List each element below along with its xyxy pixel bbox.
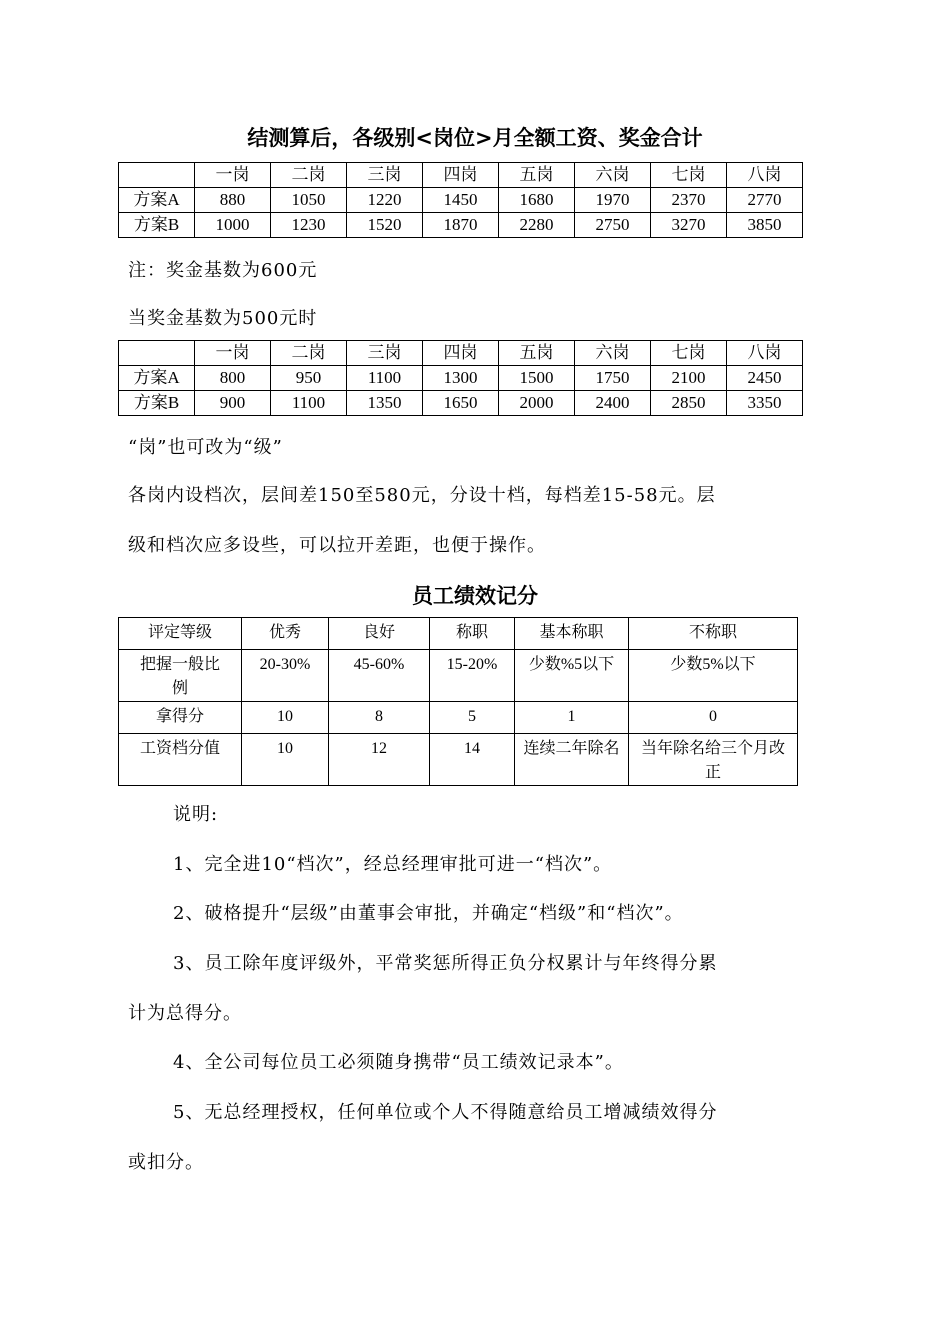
table-row [119,391,803,416]
table-cell: 方案B [119,213,195,238]
table-cell: 3270 [651,213,727,238]
table-header-cell: 八岗 [727,163,803,188]
table-cell: 1870 [423,213,499,238]
table-cell: 方案B [119,391,195,416]
explain-item-1: 1、完全进10“档次”，经总经理审批可进一“档次”。 [173,854,613,875]
table-header-cell: 七岗 [651,341,727,366]
table-cell: 14 [430,734,515,786]
explain-item-4: 4、全公司每位员工必须随身携带“员工绩效记录本”。 [173,1052,624,1073]
table-cell: 880 [195,188,271,213]
table-header-row [119,341,803,366]
table-cell: 基本称职 [515,618,629,650]
note-gang-to-ji: “岗”也可改为“级” [128,437,283,458]
table-cell: 1500 [499,366,575,391]
table-cell: 1350 [347,391,423,416]
table-cell: 1050 [271,188,347,213]
table-header-cell: 三岗 [347,341,423,366]
table-cell: 45-60% [329,650,430,702]
table-cell: 3350 [727,391,803,416]
table-cell: 当年除名给三个月改正 [629,734,798,786]
table-cell: 1970 [575,188,651,213]
table-header-cell: 四岗 [423,163,499,188]
table-cell: 20-30% [242,650,329,702]
table-cell: 1230 [271,213,347,238]
table-cell: 把握一般比例 [119,650,242,702]
table-cell: 2450 [727,366,803,391]
salary-table-500 [118,340,803,416]
table-cell: 1680 [499,188,575,213]
table-cell: 800 [195,366,271,391]
table-header-cell: 五岗 [499,341,575,366]
table-cell: 950 [271,366,347,391]
paragraph-line: 级和档次应多设些，可以拉开差距，也便于操作。 [128,535,546,556]
table-cell: 10 [242,734,329,786]
table-cell: 2850 [651,391,727,416]
explain-item-5: 5、无总经理授权，任何单位或个人不得随意给员工增减绩效得分 [173,1102,718,1123]
table-cell: 评定等级 [119,618,242,650]
table-cell: 1650 [423,391,499,416]
table-row [119,618,798,650]
table-row [119,702,798,734]
table-cell: 1100 [347,366,423,391]
explain-item-3: 3、员工除年度评级外，平常奖惩所得正负分权累计与年终得分累 [173,953,718,974]
explain-item-3-cont: 计为总得分。 [128,1003,242,1024]
table-header-cell: 八岗 [727,341,803,366]
table-cell: 少数5%以下 [629,650,798,702]
table-cell: 1 [515,702,629,734]
table-cell: 5 [430,702,515,734]
table-cell: 0 [629,702,798,734]
table-cell: 连续二年除名 [515,734,629,786]
note-bonus-base-600: 注：奖金基数为600元 [128,260,318,281]
table-row [119,650,798,702]
table-cell: 方案A [119,366,195,391]
table-header-row [119,163,803,188]
explain-item-2: 2、破格提升“层级”由董事会审批，并确定“档级”和“档次”。 [173,903,684,924]
table-cell: 2000 [499,391,575,416]
table-cell: 900 [195,391,271,416]
table-header-cell: 六岗 [575,341,651,366]
table-cell: 2770 [727,188,803,213]
table-row [119,366,803,391]
performance-score-table [118,617,798,786]
table-cell: 2100 [651,366,727,391]
table-cell: 2400 [575,391,651,416]
table-cell: 称职 [430,618,515,650]
table-cell: 1450 [423,188,499,213]
table-cell: 8 [329,702,430,734]
table-header-cell: 五岗 [499,163,575,188]
table-cell: 1100 [271,391,347,416]
table-header-cell: 一岗 [195,163,271,188]
note-bonus-base-500: 当奖金基数为500元时 [128,308,318,329]
table-header-cell: 六岗 [575,163,651,188]
table-cell: 15-20% [430,650,515,702]
table-cell: 12 [329,734,430,786]
table-cell: 工资档分值 [119,734,242,786]
table-cell: 拿得分 [119,702,242,734]
table-row [119,213,803,238]
table-cell: 2750 [575,213,651,238]
table-header-cell: 四岗 [423,341,499,366]
table-cell: 1300 [423,366,499,391]
table-cell: 3850 [727,213,803,238]
salary-table-600 [118,162,803,238]
table-cell: 1220 [347,188,423,213]
table-cell: 10 [242,702,329,734]
paragraph-line: 各岗内设档次，层间差150至580元，分设十档，每档差15-58元。层 [128,485,716,506]
table-cell: 不称职 [629,618,798,650]
table-cell: 2280 [499,213,575,238]
table-cell: 优秀 [242,618,329,650]
table-row [119,188,803,213]
table-cell: 1520 [347,213,423,238]
table-cell: 2370 [651,188,727,213]
table-header-cell: 二岗 [271,341,347,366]
explain-title: 说明: [173,804,219,825]
table-cell: 方案A [119,188,195,213]
table-header-cell: 二岗 [271,163,347,188]
table-header-cell: 一岗 [195,341,271,366]
explain-item-5-cont: 或扣分。 [128,1152,204,1173]
table-header-cell [119,163,195,188]
table-header-cell: 七岗 [651,163,727,188]
table-cell: 1000 [195,213,271,238]
table-row [119,734,798,786]
table-header-cell: 三岗 [347,163,423,188]
page-title-salary: 结测算后，各级别<岗位>月全额工资、奖金合计 [247,126,703,150]
table-header-cell [119,341,195,366]
section-title-performance: 员工绩效记分 [412,584,538,608]
table-cell: 少数%5以下 [515,650,629,702]
table-cell: 良好 [329,618,430,650]
table-cell: 1750 [575,366,651,391]
